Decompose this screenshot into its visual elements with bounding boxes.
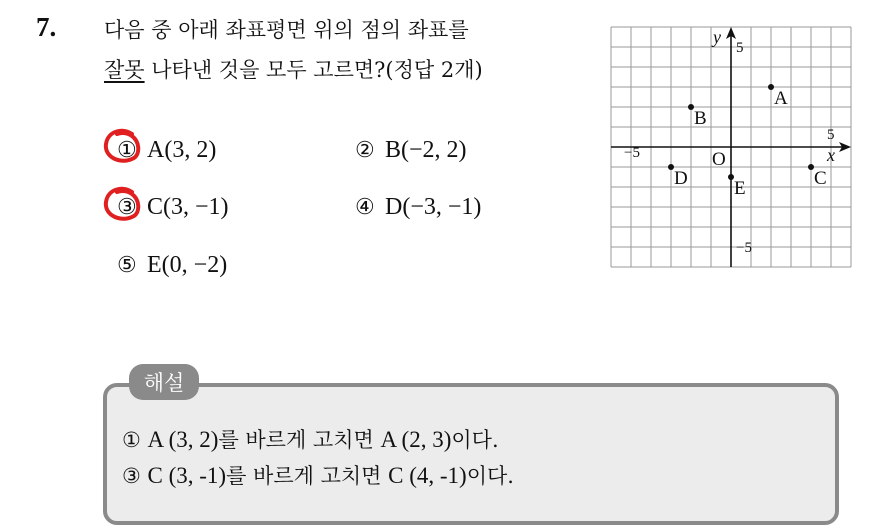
choice-4[interactable] (355, 194, 481, 221)
origin-label: O (712, 149, 726, 170)
points (668, 84, 827, 199)
choice-text: A(3, 2) (147, 137, 217, 163)
explanation-line-1 (122, 424, 499, 454)
x-axis-label: x (827, 145, 835, 165)
choice-number: ⑤ (117, 253, 137, 278)
tick-label-y-positive: 5 (736, 40, 744, 56)
choice-3[interactable] (117, 194, 229, 221)
question-text-line2 (104, 54, 483, 84)
explanation-point-correct: A (2, 3) (380, 427, 452, 452)
y-axis-label: y (713, 27, 721, 47)
explanation-line-2 (122, 460, 514, 490)
coordinate-plane (610, 26, 852, 268)
choice-text: C(3, −1) (147, 194, 229, 220)
point-label-c: C (814, 168, 827, 189)
explanation-text: 를 바르게 고치면 (226, 464, 389, 488)
explanation-point-correct: C (4, -1) (388, 463, 467, 488)
choice-number: ② (355, 138, 375, 163)
tick-label-y-negative: −5 (736, 240, 752, 256)
explanation-text: 를 바르게 고치면 (218, 428, 381, 452)
question-number: 7. (36, 12, 57, 42)
choice-number: ① (117, 138, 137, 163)
point-label-a: A (774, 88, 788, 109)
explanation-text-end: 이다. (451, 428, 499, 452)
explanation-point-wrong: A (3, 2) (147, 427, 219, 452)
point-label-d: D (674, 168, 688, 189)
point-label-b: B (694, 108, 707, 129)
axes (611, 27, 851, 267)
explanation-number: ① (122, 428, 141, 452)
choice-number: ④ (355, 195, 375, 220)
tick-label-x-positive: 5 (827, 127, 835, 143)
question-text-line1: 다음 중 아래 좌표평면 위의 점의 좌표를 (104, 18, 469, 42)
explanation-point-wrong: C (3, -1) (147, 463, 227, 488)
underlined-word: 잘못 (104, 58, 145, 82)
choice-5[interactable] (117, 252, 227, 279)
choice-text: E(0, −2) (147, 252, 228, 278)
choice-1[interactable] (117, 137, 216, 164)
explanation-text-end: 이다. (466, 464, 514, 488)
choice-number: ③ (117, 195, 137, 220)
choice-text: B(−2, 2) (385, 137, 467, 163)
choice-text: D(−3, −1) (385, 194, 482, 220)
explanation-tab: 해설 (129, 364, 199, 400)
explanation-box (103, 383, 839, 525)
point-label-e: E (734, 178, 746, 199)
choice-2[interactable] (355, 137, 467, 164)
explanation-number: ③ (122, 464, 141, 488)
question-text-line2-rest: 나타낸 것을 모두 고르면?(정답 2개) (144, 58, 483, 82)
tick-label-x-negative: −5 (624, 145, 640, 161)
